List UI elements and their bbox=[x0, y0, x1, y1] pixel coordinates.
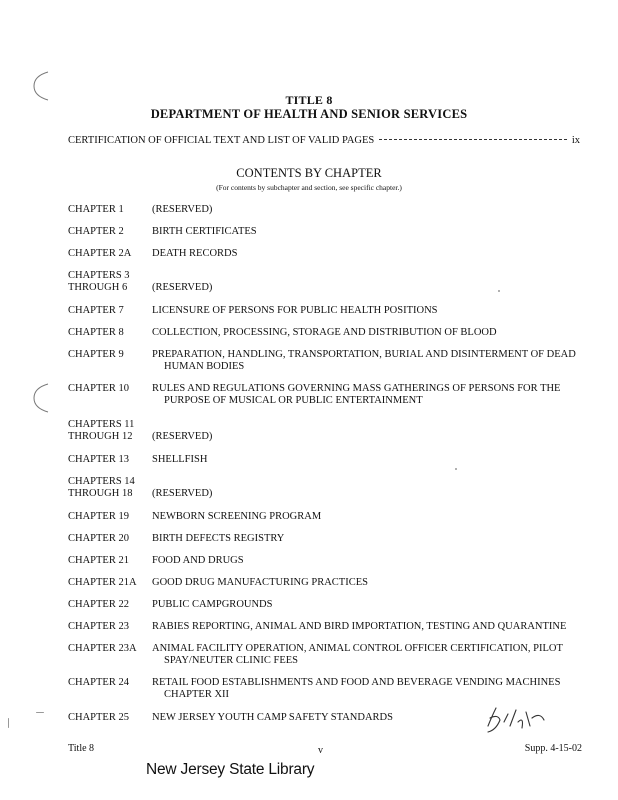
certification-page: ix bbox=[571, 135, 580, 146]
chapter-title: COLLECTION, PROCESSING, STORAGE AND DISTRIBUTION OF BLOOD bbox=[152, 327, 497, 338]
department-title: DEPARTMENT OF HEALTH AND SENIOR SERVICES bbox=[150, 107, 468, 121]
contents-heading: CONTENTS BY CHAPTER bbox=[236, 166, 382, 180]
chapter-row bbox=[68, 621, 588, 633]
chapter-title: GOOD DRUG MANUFACTURING PRACTICES bbox=[152, 577, 368, 588]
chapter-row bbox=[68, 555, 588, 567]
chapter-title: LICENSURE OF PERSONS FOR PUBLIC HEALTH POSITIONS bbox=[152, 305, 438, 316]
chapter-label: CHAPTER 9 bbox=[68, 349, 124, 360]
chapter-label: CHAPTER 19 bbox=[68, 511, 129, 522]
chapter-title: FOOD AND DRUGS bbox=[152, 555, 244, 566]
chapter-label: CHAPTER 23A bbox=[68, 643, 137, 654]
chapter-row bbox=[68, 511, 588, 523]
chapter-row bbox=[68, 577, 588, 589]
chapter-row bbox=[68, 476, 588, 500]
chapter-row bbox=[68, 270, 588, 294]
chapter-label: CHAPTER 1 bbox=[68, 204, 124, 215]
chapter-row bbox=[68, 599, 588, 611]
chapter-title: (RESERVED) bbox=[152, 431, 213, 442]
punch-hole-middle bbox=[28, 380, 56, 416]
chapter-label: CHAPTER 10 bbox=[68, 383, 129, 394]
chapter-label: CHAPTER 7 bbox=[68, 305, 124, 316]
chapter-row bbox=[68, 248, 588, 260]
chapter-title: RETAIL FOOD ESTABLISHMENTS AND FOOD AND BEVERAGE VENDING MACHINES CHAPTER XII bbox=[152, 677, 561, 700]
chapter-title: BIRTH CERTIFICATES bbox=[152, 226, 257, 237]
chapter-label: CHAPTER 20 bbox=[68, 533, 129, 544]
chapter-title: PREPARATION, HANDLING, TRANSPORTATION, BURIAL AND DISINTERMENT OF DEAD HUMAN BODIES bbox=[152, 349, 576, 372]
chapter-row bbox=[68, 533, 588, 545]
title-number: TITLE 8 bbox=[285, 93, 333, 107]
scan-speck bbox=[8, 718, 9, 728]
chapter-title: DEATH RECORDS bbox=[152, 248, 238, 259]
chapter-label: CHAPTER 13 bbox=[68, 454, 129, 465]
scan-speck bbox=[455, 468, 457, 470]
chapter-row bbox=[68, 305, 588, 317]
chapter-title: PUBLIC CAMPGROUNDS bbox=[152, 599, 273, 610]
certification-entry bbox=[68, 135, 580, 151]
chapter-title: (RESERVED) bbox=[152, 204, 213, 215]
chapter-title: ANIMAL FACILITY OPERATION, ANIMAL CONTROL OFFICER CERTIFICATION, PILOT SPAY/NEUTER CLINIC FEES bbox=[152, 643, 563, 666]
footer-supplement: Supp. 4-15-02 bbox=[524, 743, 582, 754]
library-stamp: New Jersey State Library bbox=[146, 761, 315, 778]
chapter-label: CHAPTERS 11 THROUGH 12 bbox=[68, 419, 135, 442]
chapter-label: CHAPTER 23 bbox=[68, 621, 129, 632]
chapter-row bbox=[68, 677, 588, 701]
chapter-label: CHAPTER 24 bbox=[68, 677, 129, 688]
chapter-title: RABIES REPORTING, ANIMAL AND BIRD IMPORTATION, TESTING AND QUARANTINE bbox=[152, 621, 567, 632]
chapter-label: CHAPTER 25 bbox=[68, 712, 129, 723]
chapter-title: (RESERVED) bbox=[152, 282, 213, 293]
dot-leader bbox=[379, 139, 567, 140]
chapter-row bbox=[68, 226, 588, 238]
chapter-label: CHAPTERS 14 THROUGH 18 bbox=[68, 476, 135, 499]
chapter-row bbox=[68, 454, 588, 466]
certification-text: CERTIFICATION OF OFFICIAL TEXT AND LIST OF VALID PAGES bbox=[68, 135, 375, 146]
chapter-title: SHELLFISH bbox=[152, 454, 208, 465]
chapter-row bbox=[68, 349, 588, 373]
handwritten-initials bbox=[478, 700, 548, 740]
chapter-label: CHAPTER 21 bbox=[68, 555, 129, 566]
contents-note: (For contents by subchapter and section, see specific chapter.) bbox=[216, 183, 402, 192]
chapter-label: CHAPTER 2 bbox=[68, 226, 124, 237]
chapter-title: NEWBORN SCREENING PROGRAM bbox=[152, 511, 322, 522]
scan-speck bbox=[36, 712, 44, 713]
chapter-label: CHAPTERS 3 THROUGH 6 bbox=[68, 270, 130, 293]
chapter-title: NEW JERSEY YOUTH CAMP SAFETY STANDARDS bbox=[152, 712, 393, 723]
chapter-row bbox=[68, 383, 588, 407]
chapter-row bbox=[68, 204, 588, 216]
chapter-title: RULES AND REGULATIONS GOVERNING MASS GATHERINGS OF PERSONS FOR THE PURPOSE OF MUSICAL OR PUBLIC ENTERTAINMENT bbox=[152, 383, 561, 406]
chapter-label: CHAPTER 8 bbox=[68, 327, 124, 338]
chapter-row bbox=[68, 643, 588, 667]
chapter-title: (RESERVED) bbox=[152, 488, 213, 499]
chapter-title: BIRTH DEFECTS REGISTRY bbox=[152, 533, 285, 544]
chapter-label: CHAPTER 2A bbox=[68, 248, 132, 259]
chapter-label: CHAPTER 22 bbox=[68, 599, 129, 610]
chapter-label: CHAPTER 21A bbox=[68, 577, 137, 588]
footer-title: Title 8 bbox=[68, 743, 95, 754]
chapter-row bbox=[68, 419, 588, 443]
chapter-row bbox=[68, 327, 588, 339]
footer-page-number: v bbox=[318, 745, 323, 756]
